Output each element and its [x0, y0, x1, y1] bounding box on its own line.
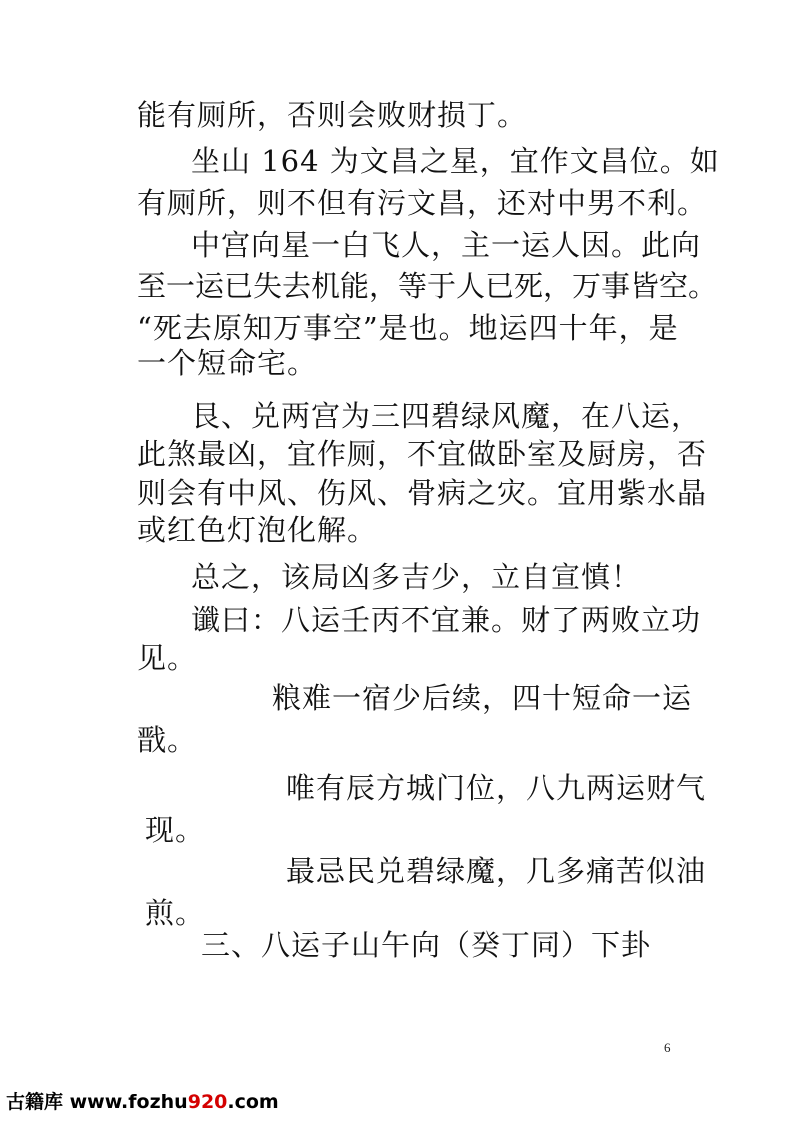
text-line-4: 中宫向星一白飞人，主一运人因。此向 — [191, 228, 702, 262]
watermark-prefix: 古籍库 www.fozhu — [6, 1091, 188, 1113]
text-line-10: 则会有中风、伤风、骨病之灾。宜用紫水晶 — [137, 476, 708, 510]
text-line-12: 总之，该局凶多吉少，立自宣慎！ — [191, 560, 642, 594]
text-line-15: 粮难一宿少后续，四十短命一运 — [272, 681, 693, 715]
text-line-2: 坐山 164 为文昌之星，宜作文昌位。如 — [191, 144, 720, 178]
text-line-13: 谶曰：八运壬丙不宜兼。财了两败立功 — [191, 603, 702, 637]
text-line-9: 此煞最凶，宜作厕，不宜做卧室及厨房，否 — [137, 437, 708, 471]
text-line-3: 有厕所，则不但有污文昌，还对中男不利。 — [137, 186, 708, 220]
text-line-20: 煎。 — [145, 896, 206, 930]
text-line-6: “死去原知万事空”是也。地运四十年，是 — [137, 311, 679, 345]
section-heading: 三、八运子山午向（癸丁同）下卦 — [201, 928, 652, 962]
watermark — [6, 1090, 279, 1114]
watermark-number: 920 — [187, 1091, 228, 1113]
text-line-19: 最忌民兑碧绿魔，几多痛苦似油 — [286, 854, 707, 888]
text-line-16: 戬。 — [137, 723, 198, 757]
text-line-17: 唯有辰方城门位，八九两运财气 — [286, 771, 707, 805]
text-line-11: 或红色灯泡化解。 — [137, 513, 378, 547]
text-line-5: 至一运已失去机能，等于人已死，万事皆空。 — [137, 269, 718, 303]
text-line-8: 艮、兑两宫为三四碧绿风魔，在八运， — [191, 399, 702, 433]
watermark-suffix: .com — [227, 1091, 279, 1113]
text-line-7: 一个短命宅。 — [137, 346, 318, 380]
text-line-1: 能有厕所，否则会败财损丁。 — [137, 98, 528, 132]
text-line-18: 现。 — [145, 813, 206, 847]
page-number: 6 — [664, 1040, 671, 1055]
text-line-14: 见。 — [137, 641, 198, 675]
